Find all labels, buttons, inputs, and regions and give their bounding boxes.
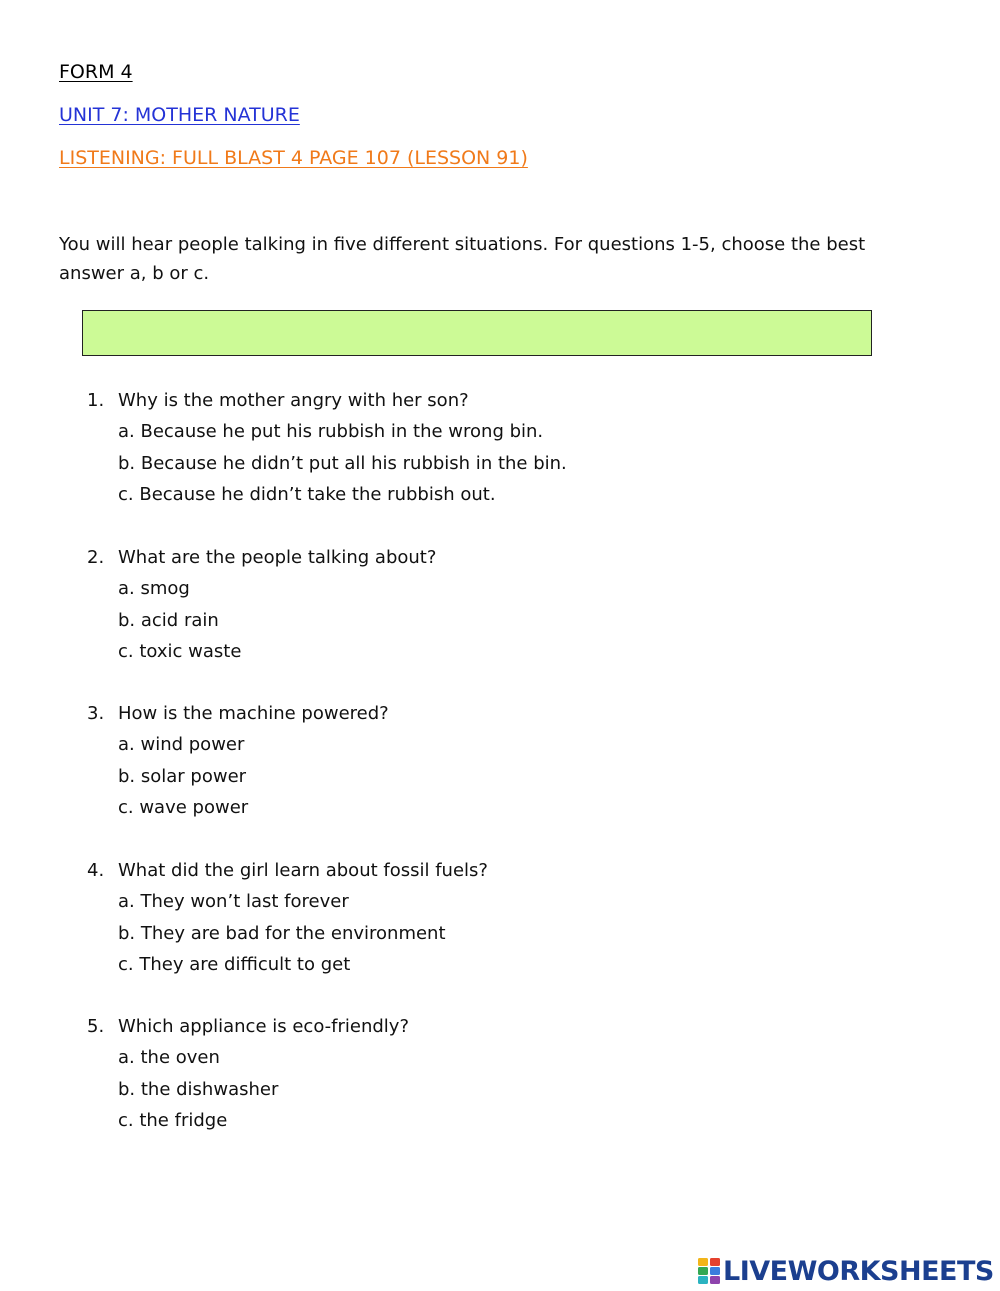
option-b: b. solar power <box>118 765 247 787</box>
question-text: Why is the mother angry with her son? <box>118 390 469 411</box>
option-b: b. Because he didn’t put all his rubbish in the bin. <box>118 452 567 474</box>
question-1 <box>87 385 567 510</box>
option-c: c. Because he didn’t take the rubbish out. <box>118 483 496 505</box>
question-text: How is the machine powered? <box>118 703 389 724</box>
question-text: What did the girl learn about fossil fuels? <box>118 860 488 881</box>
option-b: b. acid rain <box>118 609 219 631</box>
option-c: c. toxic waste <box>118 640 242 662</box>
option-a: a. Because he put his rubbish in the wrong bin. <box>118 421 544 443</box>
question-line <box>87 698 389 729</box>
question-5 <box>87 1011 409 1136</box>
liveworksheets-logo <box>698 1256 994 1286</box>
question-number: 5. <box>87 1016 105 1037</box>
question-text: What are the people talking about? <box>118 547 437 568</box>
option-c: c. They are difficult to get <box>118 953 351 975</box>
instructions-text: You will hear people talking in five different situations. For questions 1-5, choose the best answer a, b or c. <box>59 234 866 284</box>
option-a: a. smog <box>118 578 190 600</box>
question-4 <box>87 855 488 980</box>
option-b: b. the dishwasher <box>118 1078 279 1100</box>
question-3 <box>87 698 389 823</box>
question-text: Which appliance is eco-friendly? <box>118 1016 410 1037</box>
option-b: b. They are bad for the environment <box>118 922 446 944</box>
option-c: c. wave power <box>118 796 249 818</box>
answer-input[interactable] <box>83 311 871 355</box>
question-2 <box>87 542 436 667</box>
question-number: 1. <box>87 390 105 411</box>
question-line <box>87 1011 409 1042</box>
form-heading: FORM 4 <box>59 61 133 83</box>
answer-box[interactable] <box>82 310 872 356</box>
question-number: 4. <box>87 860 105 881</box>
unit-heading: UNIT 7: MOTHER NATURE <box>59 104 300 126</box>
listening-heading: LISTENING: FULL BLAST 4 PAGE 107 (LESSON 91) <box>59 147 528 169</box>
option-a: a. They won’t last forever <box>118 891 349 913</box>
option-c: c. the fridge <box>118 1109 228 1131</box>
liveworksheets-logo-icon <box>698 1258 720 1284</box>
question-line <box>87 855 488 886</box>
option-a: a. wind power <box>118 734 245 756</box>
question-line <box>87 542 436 573</box>
logo-text: LIVEWORKSHEETS <box>723 1255 994 1287</box>
question-number: 2. <box>87 547 105 568</box>
option-a: a. the oven <box>118 1047 220 1069</box>
question-number: 3. <box>87 703 105 724</box>
question-line <box>87 385 567 416</box>
